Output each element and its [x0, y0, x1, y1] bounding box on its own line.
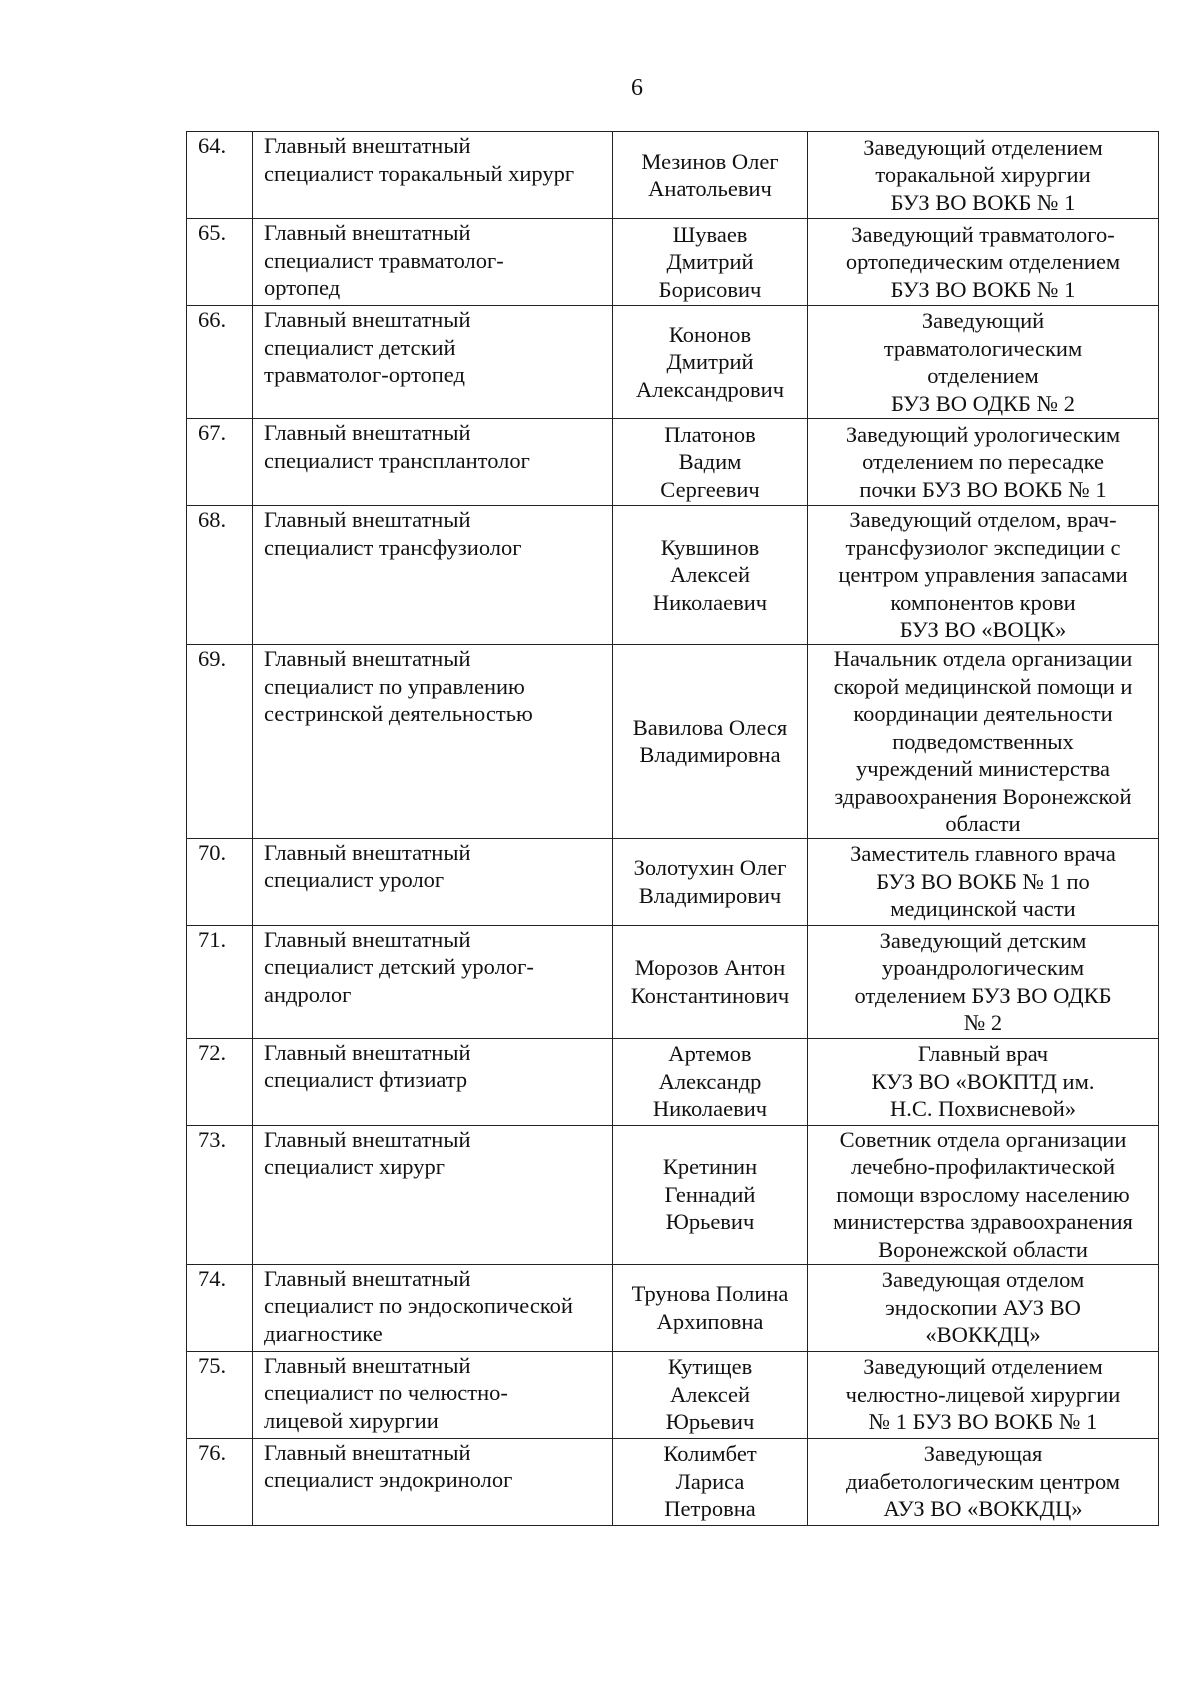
person-name-cell — [613, 838, 808, 925]
position-line: области — [945, 811, 1021, 836]
row-number-cell — [187, 1351, 253, 1438]
specialist-title-line: специалист трансплантолог — [264, 447, 530, 473]
position-line: БУЗ ВО ВОКБ № 1 по — [876, 868, 1090, 894]
position-cell — [808, 1351, 1159, 1438]
row-number: 74. — [198, 1265, 227, 1291]
position-line: помощи взрослому населению — [836, 1181, 1130, 1207]
person-name-line: Владимирович — [638, 882, 782, 908]
specialist-title-cell — [253, 1351, 613, 1438]
specialist-title-line: Главный внештатный — [264, 839, 471, 865]
position-cell — [808, 1038, 1159, 1125]
page-number: 6 — [631, 75, 643, 101]
table-row — [187, 506, 1159, 645]
row-number: 65. — [198, 220, 227, 245]
position-line: центром управления запасами — [838, 562, 1128, 588]
specialist-title-line: Главный внештатный — [264, 307, 471, 332]
person-name-line: Морозов Антон — [634, 955, 786, 980]
position-line: БУЗ ВО «ВОЦК» — [899, 617, 1067, 643]
row-number: 75. — [198, 1352, 227, 1378]
position-line: Заведующий отделом, врач- — [849, 507, 1117, 533]
specialist-title-line: специалист торакальный хирург — [264, 160, 575, 186]
specialist-title-line: андролог — [264, 981, 352, 1007]
table-row — [187, 645, 1159, 839]
person-name-line: Алексей — [669, 562, 751, 588]
position-line: Заведующий урологическим — [845, 421, 1121, 447]
specialist-title-cell — [253, 1038, 613, 1125]
specialist-title-line: специалист детский уролог- — [264, 954, 534, 979]
row-number-cell — [187, 132, 253, 219]
person-name-line: Колимбет — [663, 1441, 757, 1467]
row-number: 72. — [198, 1039, 227, 1065]
row-number-cell — [187, 645, 253, 839]
person-name-line: Мезинов Олег — [641, 148, 779, 174]
specialist-title-line: Главный внештатный — [264, 1126, 471, 1152]
person-name-line: Константинович — [630, 982, 790, 1008]
position-line: БУЗ ВО ВОКБ № 1 — [890, 276, 1076, 302]
position-line: Заведующая отделом — [881, 1267, 1085, 1293]
person-name-line: Кретинин — [662, 1154, 758, 1180]
row-number-cell — [187, 1438, 253, 1525]
person-name-line: Петровна — [664, 1496, 756, 1522]
person-name-line: Юрьевич — [665, 1409, 755, 1435]
person-name-line: Шуваев — [672, 221, 748, 247]
person-name-cell — [613, 1125, 808, 1264]
person-name-line: Александр — [658, 1068, 762, 1094]
specialists-table — [186, 131, 1159, 1526]
position-line: Заведующий отделением — [863, 134, 1103, 160]
table-row — [187, 1125, 1159, 1264]
specialist-title-cell — [253, 132, 613, 219]
row-number-cell — [187, 1264, 253, 1351]
position-line: БУЗ ВО ВОКБ № 1 — [890, 189, 1076, 215]
person-name-cell — [613, 132, 808, 219]
table-row — [187, 1264, 1159, 1351]
specialist-title-line: Главный внештатный — [264, 1439, 471, 1465]
person-name-line: Вавилова Олеся — [632, 714, 788, 740]
position-line: отделением по пересадке — [862, 449, 1104, 475]
specialist-title-cell — [253, 1264, 613, 1351]
person-name-line: Николаевич — [652, 1096, 768, 1122]
position-line: ортопедическим отделением — [845, 249, 1121, 275]
specialist-title-cell — [253, 1125, 613, 1264]
table-row — [187, 219, 1159, 306]
table-row — [187, 925, 1159, 1038]
person-name-line: Кутищев — [667, 1354, 753, 1380]
position-cell — [808, 645, 1159, 839]
position-line: Советник отдела организации — [839, 1126, 1127, 1152]
position-line: Главный врач — [917, 1041, 1049, 1067]
specialist-title-line: специалист фтизиатр — [264, 1067, 468, 1092]
person-name-line: Геннадий — [664, 1181, 756, 1207]
person-name-line: Борисович — [658, 276, 762, 302]
position-line: диабетологическим центром — [845, 1468, 1121, 1494]
position-cell — [808, 1438, 1159, 1525]
specialist-title-line: сестринской деятельностью — [264, 701, 533, 726]
person-name-cell — [613, 645, 808, 839]
specialist-title-cell — [253, 925, 613, 1038]
person-name-line: Алексей — [669, 1381, 751, 1407]
row-number: 69. — [198, 646, 227, 671]
specialist-title-line: специалист по эндоскопической — [264, 1293, 573, 1318]
row-number: 71. — [198, 926, 227, 952]
specialist-title-cell — [253, 1438, 613, 1525]
row-number-cell — [187, 506, 253, 645]
row-number: 73. — [198, 1126, 227, 1152]
position-cell — [808, 132, 1159, 219]
position-cell — [808, 219, 1159, 306]
position-line: Заведующий — [921, 308, 1045, 333]
table-row — [187, 419, 1159, 506]
table-row — [187, 1351, 1159, 1438]
specialist-title-line: травматолог-ортопед — [264, 362, 465, 387]
person-name-line: Дмитрий — [666, 249, 754, 275]
specialist-title-line: Главный внештатный — [264, 220, 471, 245]
position-line: БУЗ ВО ОДКБ № 2 — [891, 390, 1075, 416]
person-name-line: Кувшинов — [660, 534, 760, 560]
position-line: координации деятельности — [853, 701, 1113, 726]
person-name-line: Золотухин Олег — [633, 855, 787, 880]
position-line: медицинской части — [890, 896, 1076, 922]
specialist-title-line: диагностике — [264, 1320, 383, 1346]
row-number: 76. — [198, 1439, 227, 1465]
person-name-cell — [613, 219, 808, 306]
position-line: «ВОККДЦ» — [925, 1322, 1041, 1348]
position-line: Воронежской области — [878, 1236, 1088, 1262]
row-number: 64. — [198, 133, 227, 158]
position-line: Заместитель главного врача — [850, 841, 1116, 867]
specialist-title-line: специалист по управлению — [264, 673, 525, 699]
specialist-title-line: Главный внештатный — [264, 420, 471, 445]
position-line: подведомственных — [892, 728, 1074, 754]
specialist-title-line: специалист уролог — [264, 867, 445, 892]
person-name-cell — [613, 925, 808, 1038]
specialist-title-cell — [253, 219, 613, 306]
position-cell — [808, 925, 1159, 1038]
specialist-title-line: специалист эндокринолог — [264, 1467, 513, 1492]
specialist-title-line: Главный внештатный — [264, 1352, 471, 1378]
person-name-cell — [613, 506, 808, 645]
person-name-cell — [613, 1438, 808, 1525]
position-line: почки БУЗ ВО ВОКБ № 1 — [859, 476, 1107, 502]
row-number: 68. — [198, 507, 227, 532]
table-row — [187, 1438, 1159, 1525]
position-line: челюстно-лицевой хирургии — [845, 1381, 1121, 1407]
position-line: Начальник отдела организации — [833, 646, 1133, 671]
position-line: компонентов крови — [890, 589, 1076, 615]
person-name-cell — [613, 1038, 808, 1125]
row-number: 67. — [198, 420, 227, 445]
row-number-cell — [187, 219, 253, 306]
person-name-line: Николаевич — [652, 589, 768, 615]
person-name-line: Александрович — [635, 376, 785, 402]
position-line: Н.С. Похвисневой» — [889, 1096, 1076, 1122]
person-name-line: Вадим — [678, 449, 742, 475]
position-cell — [808, 306, 1159, 419]
position-line: эндоскопии АУЗ ВО — [885, 1294, 1081, 1320]
specialist-title-cell — [253, 838, 613, 925]
person-name-line: Архиповна — [656, 1308, 764, 1334]
position-line: здравоохранения Воронежской — [834, 783, 1132, 809]
person-name-line: Кононов — [668, 321, 752, 347]
specialist-title-line: специалист хирург — [264, 1154, 445, 1179]
person-name-cell — [613, 419, 808, 506]
specialist-title-line: Главный внештатный — [264, 926, 471, 952]
table-row — [187, 1038, 1159, 1125]
position-line: АУЗ ВО «ВОККДЦ» — [883, 1496, 1083, 1522]
person-name-line: Платонов — [664, 421, 756, 447]
row-number-cell — [187, 838, 253, 925]
table-row — [187, 132, 1159, 219]
row-number-cell — [187, 925, 253, 1038]
position-line: травматологическим — [883, 335, 1083, 361]
specialist-title-line: Главный внештатный — [264, 133, 471, 158]
specialist-title-line: специалист детский — [264, 334, 456, 360]
position-cell — [808, 419, 1159, 506]
position-cell — [808, 1125, 1159, 1264]
specialist-title-line: ортопед — [264, 275, 341, 300]
person-name-cell — [613, 1264, 808, 1351]
position-line: № 2 — [963, 1010, 1003, 1035]
person-name-line: Анатольевич — [648, 176, 772, 201]
row-number-cell — [187, 419, 253, 506]
position-cell — [808, 1264, 1159, 1351]
person-name-line: Владимировна — [639, 742, 781, 768]
specialist-title-cell — [253, 645, 613, 839]
position-line: уроандрологическим — [881, 955, 1085, 980]
person-name-cell — [613, 306, 808, 419]
position-line: № 1 БУЗ ВО ВОКБ № 1 — [868, 1409, 1098, 1435]
position-line: Заведующая — [923, 1441, 1043, 1467]
position-line: Заведующий отделением — [863, 1354, 1103, 1380]
position-line: торакальной хирургии — [875, 162, 1091, 188]
position-line: учреждений министерства — [855, 756, 1111, 781]
position-line: КУЗ ВО «ВОКПТД им. — [871, 1068, 1095, 1094]
specialist-title-line: Главный внештатный — [264, 1039, 471, 1065]
row-number-cell — [187, 306, 253, 419]
specialist-title-cell — [253, 306, 613, 419]
specialist-title-line: специалист трансфузиолог — [264, 534, 522, 560]
table-row — [187, 838, 1159, 925]
position-line: трансфузиолог экспедиции с — [845, 534, 1121, 560]
specialist-title-line: Главный внештатный — [264, 1265, 471, 1291]
specialist-title-cell — [253, 506, 613, 645]
person-name-line: Трунова Полина — [631, 1281, 789, 1306]
row-number-cell — [187, 1038, 253, 1125]
specialist-title-line: Главный внештатный — [264, 646, 471, 671]
row-number: 70. — [198, 839, 227, 865]
position-line: Заведующий травматолого- — [851, 221, 1115, 247]
specialist-title-line: специалист по челюстно- — [264, 1380, 508, 1405]
person-name-line: Сергеевич — [660, 476, 760, 502]
position-line: Заведующий детским — [879, 927, 1087, 953]
row-number-cell — [187, 1125, 253, 1264]
table-row — [187, 306, 1159, 419]
specialist-title-line: специалист травматолог- — [264, 247, 504, 273]
position-line: отделением — [927, 363, 1039, 388]
position-cell — [808, 838, 1159, 925]
person-name-line: Лариса — [675, 1468, 745, 1494]
position-line: лечебно-профилактической — [850, 1154, 1115, 1180]
specialist-title-cell — [253, 419, 613, 506]
position-cell — [808, 506, 1159, 645]
table-body — [187, 132, 1159, 1526]
position-line: скорой медицинской помощи и — [833, 673, 1133, 699]
person-name-cell — [613, 1351, 808, 1438]
specialist-title-line: лицевой хирургии — [264, 1407, 439, 1433]
specialist-title-line: Главный внештатный — [264, 507, 471, 532]
person-name-line: Дмитрий — [666, 349, 754, 375]
position-line: министерства здравоохранения — [833, 1209, 1133, 1235]
person-name-line: Юрьевич — [665, 1209, 755, 1235]
row-number: 66. — [198, 307, 227, 332]
person-name-line: Артемов — [668, 1041, 752, 1067]
position-line: отделением БУЗ ВО ОДКБ — [854, 982, 1112, 1008]
